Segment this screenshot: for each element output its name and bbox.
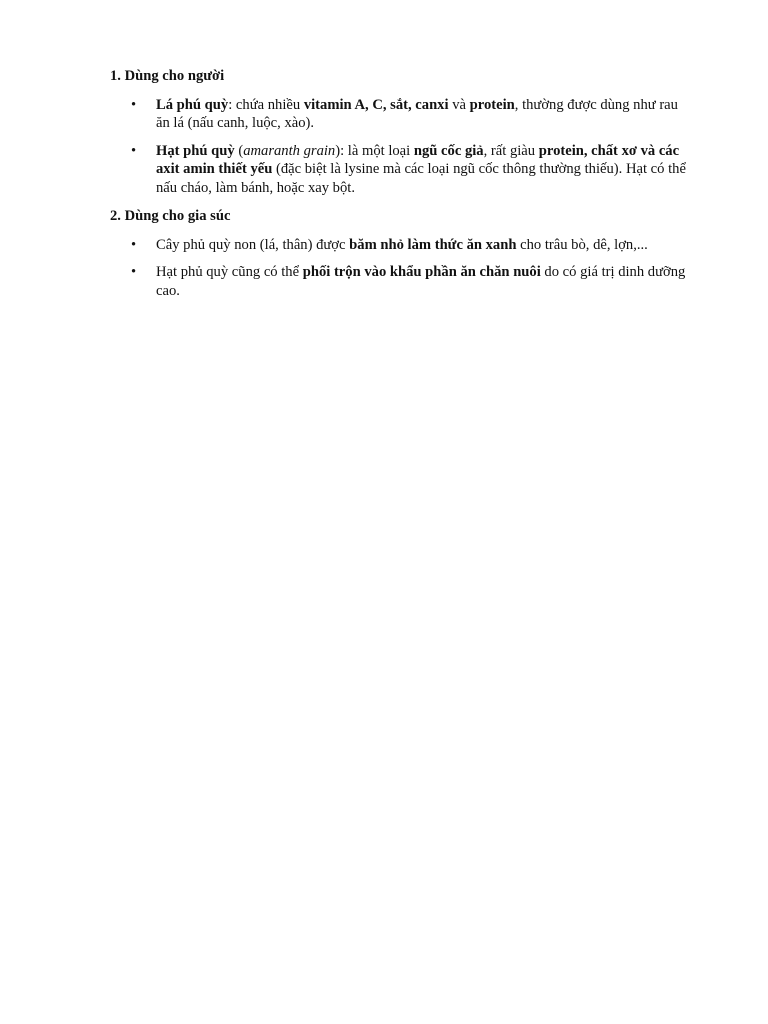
term-feed-mix: phối trộn vào khẩu phần ăn chăn nuôi bbox=[302, 264, 541, 280]
term-pseudo-cereal: ngũ cốc giả bbox=[413, 142, 484, 159]
human-use-list bbox=[110, 96, 692, 198]
term-nutrients: vitamin A, C, sắt, canxi bbox=[303, 96, 449, 113]
bullet-icon: • bbox=[131, 96, 137, 113]
list-item-seeds: • Hạt phú quỳ (amaranth grain): là một loại ngũ cốc giả, rất giàu protein, chất xơ và các axit amin thiết yếu (đặc biệt là lysine mà các loại ngũ cốc thông thường thiếu). Hạt có thể nấu cháo, làm bánh, hoặc xay bột. bbox=[131, 142, 686, 196]
list-item-leaves: • Lá phú quỳ: chứa nhiều vitamin A, C, sắt, canxi và protein, thường được dùng như rau ăn lá (nấu canh, luộc, xào). bbox=[131, 96, 678, 131]
bullet-icon: • bbox=[131, 142, 137, 159]
term-leaves: Lá phú quỳ bbox=[156, 96, 229, 113]
document-page bbox=[110, 67, 692, 310]
term-green-fodder: băm nhỏ làm thức ăn xanh bbox=[349, 236, 517, 253]
list-item-green-fodder: • Cây phủ quỳ non (lá, thân) được băm nhỏ làm thức ăn xanh cho trâu bò, dê, lợn,... bbox=[131, 236, 648, 253]
bullet-icon: • bbox=[131, 264, 137, 280]
livestock-use-list bbox=[110, 236, 692, 301]
term-protein: protein bbox=[469, 96, 515, 113]
section-heading-livestock-use: 2. Dùng cho gia súc bbox=[110, 208, 231, 224]
term-seed-nutrients: protein, chất xơ và các axit amin thiết yếu bbox=[156, 142, 680, 177]
section-heading-human-use: 1. Dùng cho người bbox=[110, 68, 225, 84]
term-seeds: Hạt phú quỳ bbox=[156, 142, 235, 159]
bullet-icon: • bbox=[131, 236, 137, 253]
list-item-feed-mix: • Hạt phủ quỳ cũng có thể phối trộn vào khẩu phần ăn chăn nuôi do có giá trị dinh dưỡng cao. bbox=[131, 264, 686, 299]
term-amaranth-grain: amaranth grain bbox=[243, 142, 336, 159]
